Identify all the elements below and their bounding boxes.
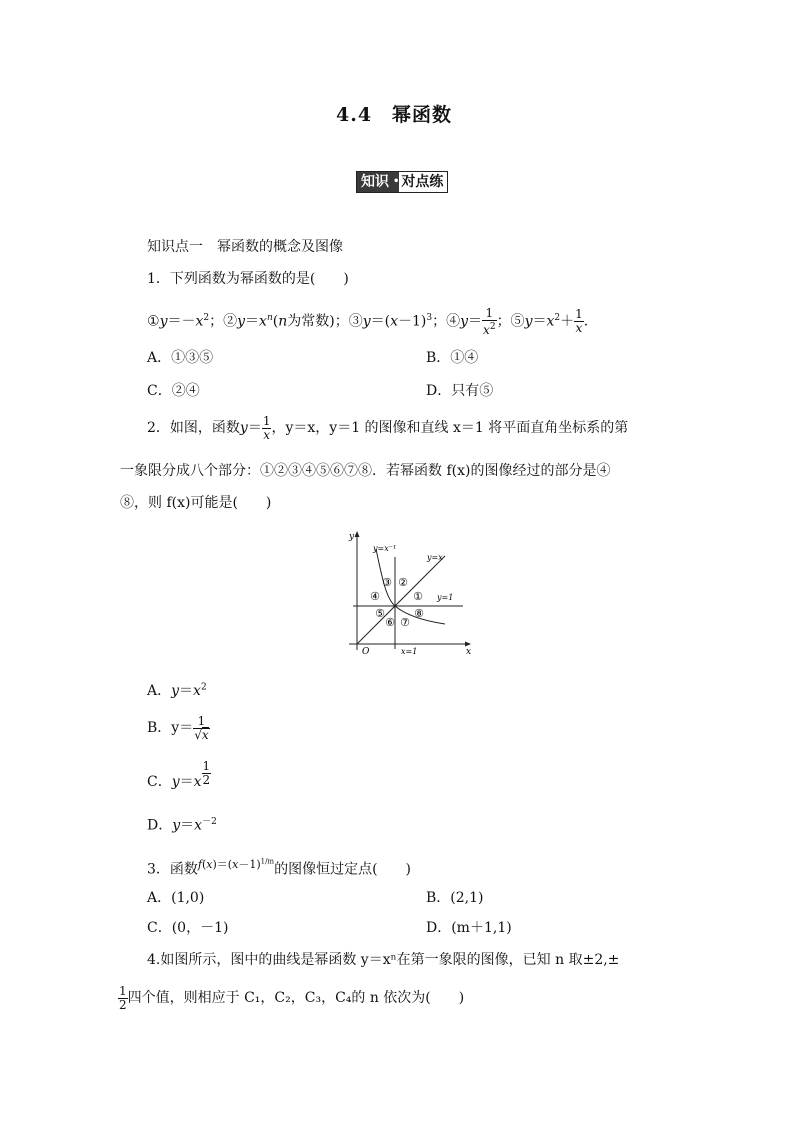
region-1: ① bbox=[413, 590, 423, 603]
q1-option-b: B．①④ bbox=[426, 350, 479, 366]
q1-items: $①y=-x^2$；$②y=x^n(n$为常数)；$③y=(x-1)^3$；④y＝ $\frac{1}{x^2}$ ；$⑤y=x^2+$ $\frac{1}{x}$ . bbox=[147, 305, 589, 337]
line-y-eq-x-label: y=x bbox=[427, 553, 443, 562]
region-7: ⑦ bbox=[400, 616, 410, 629]
q3-stem: 3．函数$^{f(x)=(x-1)^{1/m}}$的图像恒过定点( ) bbox=[147, 857, 412, 878]
q2-option-a: A．$y=x^2$ bbox=[147, 682, 207, 699]
q2-option-c: C．y＝x $\frac{1}{2}$ bbox=[147, 759, 211, 790]
q2-line2: 一象限分成八个部分：①②③④⑤⑥⑦⑧．若幂函数 f(x)的图像经过的部分是④ bbox=[120, 463, 611, 479]
page-title: 4.4 幂函数 bbox=[336, 104, 453, 126]
q2-line1-a: 2．如图，函数 bbox=[147, 420, 240, 436]
section-heading: 知识点一 幂函数的概念及图像 bbox=[147, 239, 343, 255]
line-x-eq-1-label: x=1 bbox=[401, 647, 418, 656]
q3-option-d: D．(m＋1,1) bbox=[426, 920, 512, 936]
region-2: ② bbox=[398, 576, 408, 589]
q2-graph bbox=[345, 527, 480, 657]
badge-dot: • bbox=[393, 172, 399, 192]
q1-option-c: C．②④ bbox=[147, 383, 200, 399]
region-6: ⑥ bbox=[385, 616, 395, 629]
x-axis-arrow bbox=[465, 642, 471, 647]
section-badge bbox=[356, 171, 448, 193]
q3-option-b: B．(2,1) bbox=[426, 890, 484, 906]
y-axis-label: y bbox=[349, 532, 355, 542]
region-5: ⑤ bbox=[375, 607, 385, 620]
q2-line3: ⑧，则 f(x)可能是( ) bbox=[120, 495, 272, 511]
q1-option-a: A．①③⑤ bbox=[147, 350, 214, 366]
region-8: ⑧ bbox=[414, 607, 424, 620]
q3-option-c: C．(0，－1) bbox=[147, 920, 229, 936]
origin-label: O bbox=[362, 647, 370, 657]
line-y-eq-1-label: y=1 bbox=[437, 593, 454, 602]
q2-line1-b: ，y＝x，y＝1 的图像和直线 x＝1 将平面直角坐标系的第 bbox=[271, 420, 629, 436]
q2-option-d: D．$y=x^{-2}$ bbox=[147, 817, 217, 834]
q4-line1: 4.如图所示，图中的曲线是幂函数 y＝xⁿ在第一象限的图像，已知 n 取±2,± bbox=[147, 952, 620, 968]
q4-line2: $\frac{1}{2}$ 四个值，则相应于 C₁，C₂，C₃，C₄的 n 依次为( ) bbox=[119, 983, 465, 1012]
badge-right: 对点练 bbox=[399, 172, 447, 192]
q1-option-d: D．只有⑤ bbox=[426, 383, 494, 399]
curve-label: y=x⁻¹ bbox=[373, 544, 397, 553]
region-3: ③ bbox=[382, 576, 392, 589]
badge-left: 知识 bbox=[357, 172, 393, 192]
region-4: ④ bbox=[370, 590, 380, 603]
q2-option-b: B．y＝ $\frac{1}{√x}$ bbox=[147, 713, 209, 742]
y-axis-arrow bbox=[355, 531, 360, 537]
x-axis-label: x bbox=[466, 647, 472, 657]
q3-option-a: A．(1,0) bbox=[147, 890, 205, 906]
q2-line1: 2．如图，函数y＝ $\frac{1}{x}$ ，y＝x，y＝1 的图像和直线 x＝1 将平面直角坐标系的第 bbox=[147, 413, 629, 442]
q1-stem: 1．下列函数为幂函数的是( ) bbox=[147, 271, 349, 287]
